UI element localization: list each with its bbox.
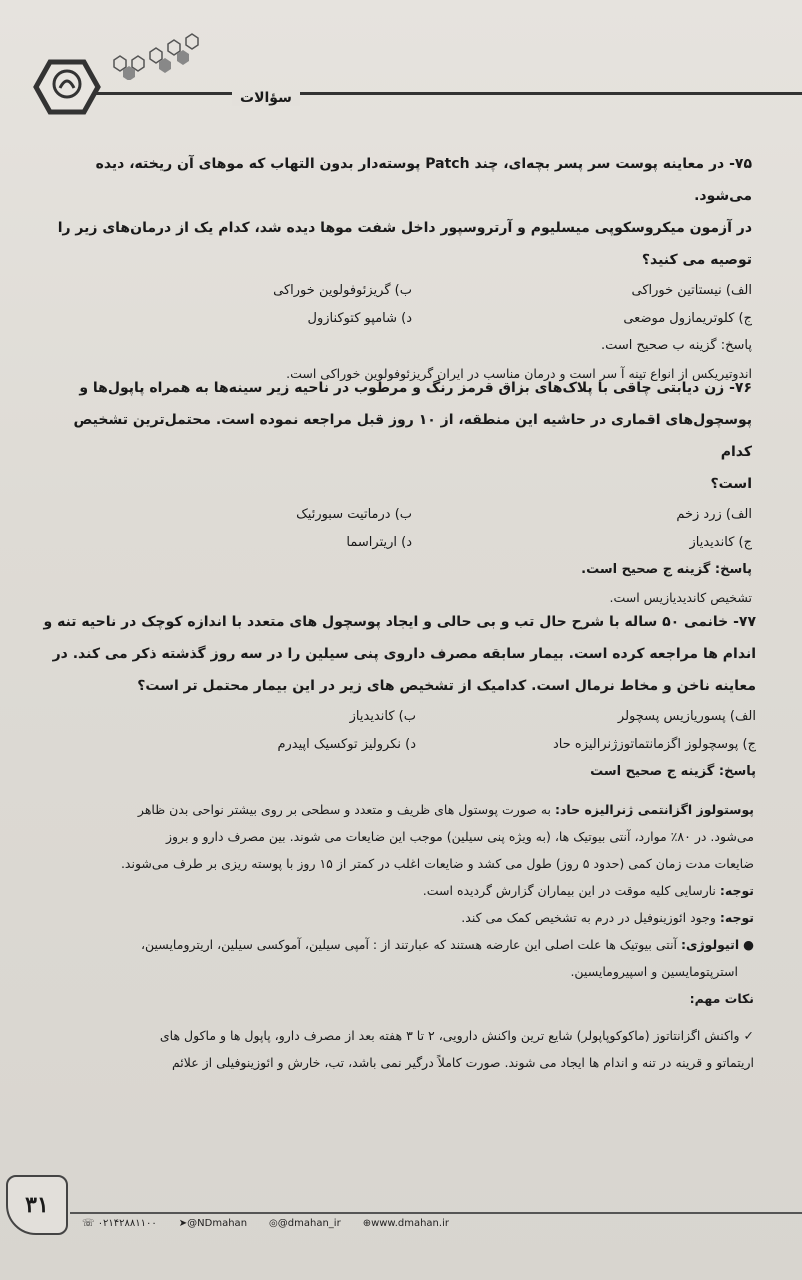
instagram-icon: ◎ <box>269 1218 278 1229</box>
important-line: اریتماتو و قرینه در تنه و اندام ها ایجاد می شوند. صورت کاملاً درگیر نمی باشد، تب، خارش و ائوزینوفیلی از علائم <box>171 1055 754 1070</box>
question-76 <box>40 372 752 612</box>
options-row <box>40 528 752 556</box>
option-a: الف) نیستاتین خوراکی <box>631 282 752 298</box>
question-line: ۷۵- در معاینه پوست سر پسر بچه‌ای، چند Patch پوسته‌دار بدون التهاب که موهای آن ریخته، دیده می‌شود. <box>95 156 752 204</box>
options-row <box>40 730 756 758</box>
agep-text: به صورت پوستول های ظریف و متعدد و سطحی بر روی بیشتر نواحی بدن ظاهر <box>137 802 555 817</box>
telegram-contact <box>179 1218 247 1229</box>
answer: پاسخ: گزینه ج صحیح است <box>590 764 756 779</box>
option-b: ب) کاندیدیاز <box>349 708 416 724</box>
explanation: اندوتیریکس از انواع تینه آ سر است و درمان مناسب در ایران گریزئوفولوین خوراکی است. <box>286 366 752 381</box>
important-text: واکنش اگزانتاتوز (ماکوکوپاپولر) شایع ترین واکنش دارویی، ۲ تا ۳ هفته بعد از مصرف دارو، پاپول ها و ماکول های <box>159 1028 740 1043</box>
options-row <box>40 276 752 304</box>
option-d: د) نکرولیز توکسیک اپیدرم <box>277 736 416 752</box>
website-url: www.dmahan.ir <box>371 1218 449 1229</box>
question-line: توصیه می کنید؟ <box>641 252 752 268</box>
etiology-text: آنتی بیوتیک ها علت اصلی این عارضه هستند که عبارتند از : آمپی سیلین، آموکسی سیلین، اریترومایسین، <box>140 937 681 952</box>
footer-contacts <box>82 1218 449 1229</box>
question-77 <box>40 606 756 786</box>
phone-number: ۰۲۱۴۲۸۸۱۱۰۰ <box>97 1218 157 1229</box>
telegram-icon: ➤ <box>178 1218 188 1229</box>
options-row <box>40 304 752 332</box>
agep-line: ضایعات مدت زمان کمی (حدود ۵ روز) طول می کشد و ضایعات اغلب در کمتر از ۱۵ روز با پوسته ریزی بر طرف می‌شوند. <box>120 856 754 871</box>
option-b: ب) درماتیت سبورئیک <box>296 506 412 522</box>
header-rule <box>90 92 802 95</box>
options-row <box>40 702 756 730</box>
etiology-label: اتیولوژی: <box>681 937 740 952</box>
note-text: وجود ائوزینوفیل در درم به تشخیص کمک می کند. <box>461 910 720 925</box>
option-c: ج) کلوتریمازول موضعی <box>623 310 752 326</box>
question-line: ۷۶- زن دیابتی چاقی با پلاک‌های بزاق قرمز رنگ و مرطوب در ناحیه زیر سینه‌ها به همراه پاپول‌ها و <box>79 380 752 396</box>
question-line: اندام ها مراجعه کرده است. بیمار سابقه مصرف داروی پنی سیلین را در سه روز گذشته ذکر می کند. در <box>52 646 756 662</box>
note-label: توجه: <box>719 883 754 898</box>
note-label: توجه: <box>719 910 754 925</box>
option-c: ج) کاندیدیاز <box>689 534 752 550</box>
agep-line: می‌شود. در ۸۰٪ موارد، آنتی بیوتیک ها، (به ویژه پنی سیلین) موجب این ضایعات می شوند. بین مصرف دارو و بروز <box>166 829 754 844</box>
phone-contact <box>82 1218 157 1229</box>
note-line <box>36 877 754 904</box>
agep-title: پوستولوز اگزانتمی ژنرالیزه حاد: <box>555 802 754 817</box>
etiology-line <box>36 931 754 958</box>
question-75 <box>40 148 752 388</box>
footer-rule <box>70 1212 802 1214</box>
page-title: سؤالات <box>232 90 300 106</box>
mahan-logo-icon <box>28 52 106 122</box>
checkmark-icon: ✓ <box>739 1028 754 1043</box>
agep-line <box>36 796 754 823</box>
explanation: تشخیص کاندیدیازیس است. <box>609 590 752 605</box>
note-line <box>36 904 754 931</box>
bullet-icon: ● <box>739 937 754 952</box>
option-b: ب) گریزئوفولوین خوراکی <box>273 282 412 298</box>
important-notes-label: نکات مهم: <box>689 991 754 1006</box>
important-line <box>36 1022 754 1049</box>
question-line: است؟ <box>710 476 752 492</box>
answer: پاسخ: گزینه ب صحیح است. <box>600 338 752 353</box>
option-c: ج) پوسچولوز اگزمانتماتوزژنرالیزه حاد <box>552 736 756 752</box>
answer: پاسخ: گزینه ج صحیح است. <box>581 562 752 577</box>
website-contact <box>363 1218 449 1229</box>
hexagon-decoration-icon <box>104 30 214 80</box>
question-line: پوسچول‌های اقماری در حاشیه این منطقه، از ۱۰ روز قبل مراجعه نموده است. محتمل‌ترین تشخیص کدام <box>73 412 752 460</box>
agep-explanation <box>36 796 754 1076</box>
question-line: ۷۷- خانمی ۵۰ ساله با شرح حال تب و بی حالی و ایجاد پوسچول های متعدد با اندازه کوچک در ناحیه تنه و <box>43 614 756 630</box>
option-a: الف) پسوریازیس پسچولر <box>617 708 756 724</box>
etiology-line: استرپتومایسین و اسپیرومایسین. <box>570 964 738 979</box>
page-number: ۳۱ <box>6 1175 68 1235</box>
option-d: د) اریتراسما <box>346 534 412 550</box>
globe-icon: ⊕ <box>362 1218 372 1229</box>
phone-icon: ☏ <box>82 1218 98 1229</box>
instagram-contact <box>269 1218 341 1229</box>
telegram-handle: @NDmahan <box>187 1218 248 1229</box>
question-line: معاینه ناخن و مخاط نرمال است. کدامیک از تشخیص های زیر در این بیمار محتمل تر است؟ <box>137 678 756 694</box>
question-line: در آزمون میکروسکوپی میسلیوم و آرتروسپور داخل شفت موها دیده شد، کدام یک از درمان‌های زیر را <box>57 220 752 236</box>
option-d: د) شامپو کتوکنازول <box>307 310 412 326</box>
instagram-handle: @dmahan_ir <box>277 1218 341 1229</box>
option-a: الف) زرد زخم <box>676 506 752 522</box>
note-text: نارسایی کلیه موقت در این بیماران گزارش گردیده است. <box>422 883 720 898</box>
options-row <box>40 500 752 528</box>
